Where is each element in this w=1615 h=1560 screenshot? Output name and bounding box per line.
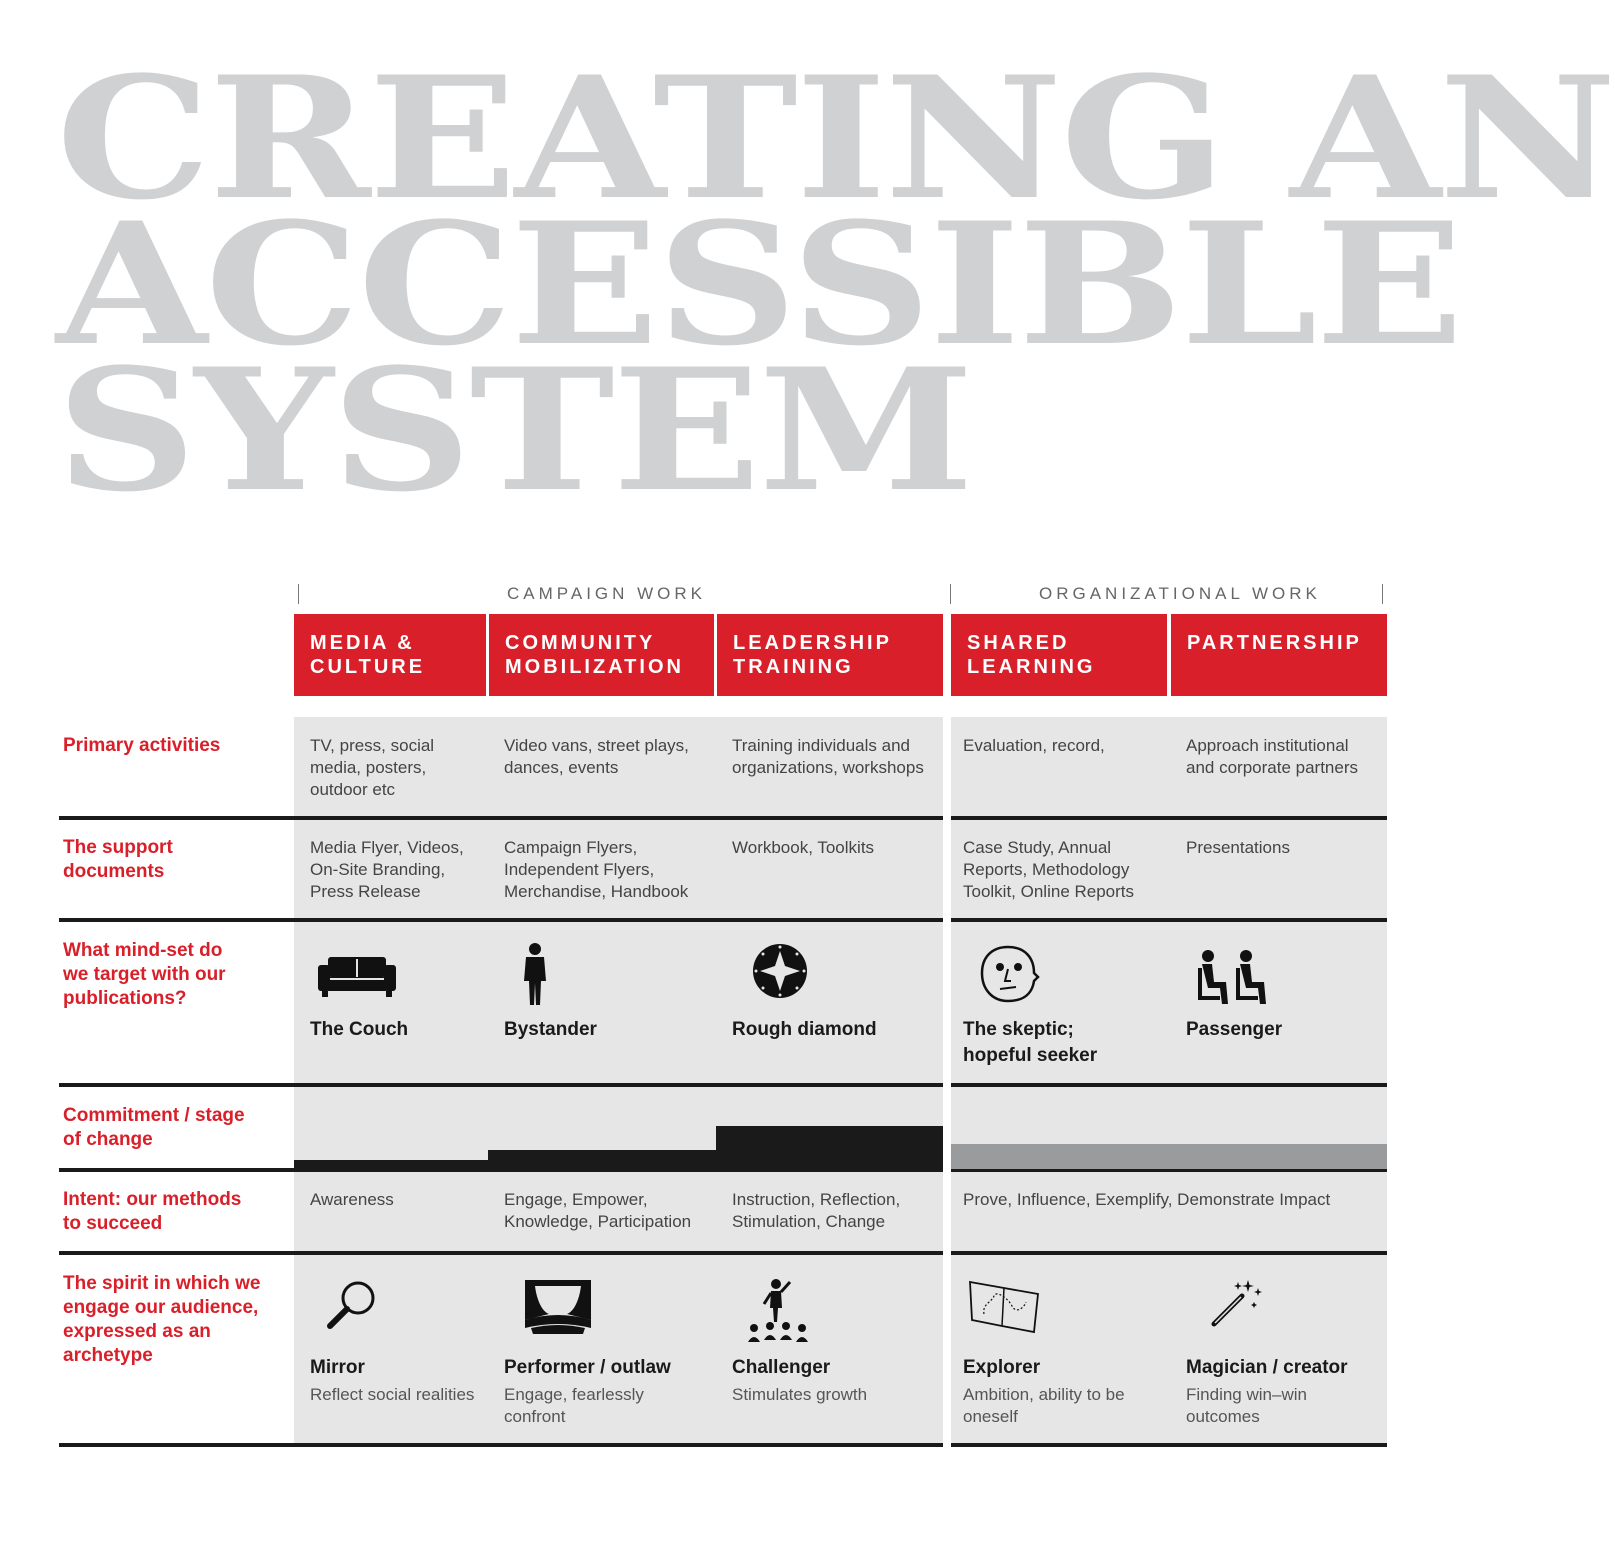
row-label-line: publications? bbox=[63, 988, 187, 1009]
row-label-mindset bbox=[63, 939, 288, 1011]
cell-line: organizations, workshops bbox=[732, 758, 924, 777]
cell-line: Merchandise, Handbook bbox=[504, 882, 689, 901]
mindset-name-passenger: Passenger bbox=[1186, 1019, 1283, 1040]
cell-line: Knowledge, Participation bbox=[504, 1212, 692, 1231]
mindset-name-skeptic bbox=[963, 1017, 1097, 1069]
spirit-desc-line: confront bbox=[504, 1407, 566, 1426]
group-tick bbox=[1382, 584, 1383, 604]
commitment-bar-community bbox=[488, 1150, 716, 1170]
column-header-partnership bbox=[1171, 614, 1387, 696]
skeptic-face-icon bbox=[978, 943, 1040, 1005]
row-divider bbox=[951, 1083, 1387, 1087]
commitment-bar-leadership bbox=[716, 1126, 943, 1170]
column-header-line: LEARNING bbox=[967, 656, 1096, 678]
column-header-leadership-training bbox=[717, 614, 943, 696]
spirit-desc-line: Reflect social realities bbox=[310, 1385, 475, 1404]
mindset-name-bystander: Bystander bbox=[504, 1019, 597, 1040]
mindset-name-line: hopeful seeker bbox=[963, 1045, 1098, 1066]
commitment-bar-media bbox=[294, 1160, 488, 1170]
primary-cell-shared bbox=[963, 735, 1105, 757]
group-tick bbox=[298, 584, 299, 604]
support-cell-leadership bbox=[732, 837, 874, 859]
row-divider bbox=[951, 816, 1387, 820]
mindset-name-couch: The Couch bbox=[310, 1019, 409, 1040]
cell-line: On-Site Branding, bbox=[310, 860, 446, 879]
row-label-line: The support bbox=[63, 837, 173, 858]
group-label-organizational: ORGANIZATIONAL WORK bbox=[1039, 584, 1321, 603]
cell-line: outdoor etc bbox=[310, 780, 396, 799]
cell-line: Training individuals and bbox=[732, 736, 910, 755]
title-line-1: CREATING AN bbox=[56, 39, 1615, 237]
cell-line: Instruction, Reflection, bbox=[732, 1190, 901, 1209]
map-icon bbox=[968, 1278, 1040, 1334]
rough-diamond-icon bbox=[752, 943, 808, 999]
row-label-support-documents bbox=[63, 836, 288, 884]
row-label-line: engage our audience, bbox=[63, 1297, 259, 1318]
cell-line: Engage, Empower, bbox=[504, 1190, 648, 1209]
commitment-bar-partnership bbox=[1169, 1144, 1387, 1169]
row-label-line: of change bbox=[63, 1129, 153, 1150]
commitment-bar-shared bbox=[951, 1144, 1169, 1169]
support-cell-shared bbox=[963, 837, 1134, 903]
row-divider bbox=[59, 1251, 943, 1255]
spirit-desc-performer bbox=[504, 1384, 644, 1428]
cell-line: Presentations bbox=[1186, 838, 1290, 857]
spirit-desc-line: Stimulates growth bbox=[732, 1385, 868, 1404]
spirit-name-mirror: Mirror bbox=[310, 1357, 365, 1378]
cell-line: Awareness bbox=[310, 1190, 394, 1209]
row-label-line: archetype bbox=[63, 1345, 153, 1366]
couch-icon bbox=[318, 955, 396, 999]
row-label-spirit bbox=[63, 1272, 288, 1368]
primary-cell-partnership bbox=[1186, 735, 1358, 779]
intent-cell-media bbox=[310, 1189, 394, 1211]
cell-line: Evaluation, record, bbox=[963, 736, 1105, 755]
row-label-commitment bbox=[63, 1104, 288, 1152]
primary-cell-community bbox=[504, 735, 689, 779]
mindset-name-rough-diamond: Rough diamond bbox=[732, 1019, 877, 1040]
column-header-community-mobilization bbox=[489, 614, 714, 696]
column-header-line: COMMUNITY bbox=[505, 632, 656, 654]
column-header-line: LEADERSHIP bbox=[733, 632, 892, 654]
intent-cell-leadership bbox=[732, 1189, 900, 1233]
speaker-audience-icon bbox=[746, 1276, 810, 1342]
spirit-desc-line: oneself bbox=[963, 1407, 1018, 1426]
cell-line: Press Release bbox=[310, 882, 421, 901]
row-divider bbox=[59, 918, 943, 922]
cell-line: Workbook, Toolkits bbox=[732, 838, 875, 857]
cell-line: Independent Flyers, bbox=[504, 860, 655, 879]
row-label-line: expressed as an bbox=[63, 1321, 211, 1342]
column-header-line: MEDIA & bbox=[310, 632, 415, 654]
magic-wand-icon bbox=[1208, 1276, 1266, 1330]
spirit-name-magician: Magician / creator bbox=[1186, 1357, 1348, 1378]
cell-line: Campaign Flyers, bbox=[504, 838, 638, 857]
magnifier-icon bbox=[324, 1280, 378, 1332]
support-cell-media bbox=[310, 837, 464, 903]
stage-icon bbox=[525, 1280, 591, 1334]
group-label-campaign: CAMPAIGN WORK bbox=[507, 584, 707, 603]
primary-cell-leadership bbox=[732, 735, 924, 779]
row-label-line: The spirit in which we bbox=[63, 1273, 261, 1294]
column-header-line: CULTURE bbox=[310, 656, 426, 678]
row-divider bbox=[59, 1083, 943, 1087]
column-header-line: SHARED bbox=[967, 632, 1070, 654]
spirit-name-explorer: Explorer bbox=[963, 1357, 1041, 1378]
row-label-line: What mind-set do bbox=[63, 940, 223, 961]
spirit-desc-mirror bbox=[310, 1384, 474, 1406]
title-line-2: ACCESSIBLE bbox=[56, 185, 1462, 383]
title-line-3: SYSTEM bbox=[56, 331, 972, 529]
cell-line: media, posters, bbox=[310, 758, 427, 777]
row-label-line: Intent: our methods bbox=[63, 1189, 242, 1210]
row-label-primary-activities: Primary activities bbox=[63, 735, 221, 756]
organizational-body-bg bbox=[951, 717, 1387, 1445]
cell-line: Approach institutional bbox=[1186, 736, 1349, 755]
row-divider bbox=[951, 918, 1387, 922]
row-label-intent bbox=[63, 1188, 288, 1236]
spirit-name-challenger: Challenger bbox=[732, 1357, 831, 1378]
row-label-line: Commitment / stage bbox=[63, 1105, 245, 1126]
row-divider bbox=[951, 1443, 1387, 1447]
row-divider bbox=[59, 1443, 943, 1447]
support-cell-partnership bbox=[1186, 837, 1290, 859]
cell-line: Media Flyer, Videos, bbox=[310, 838, 464, 857]
cell-line: Stimulation, Change bbox=[732, 1212, 886, 1231]
row-label-line: documents bbox=[63, 861, 165, 882]
column-header-line: PARTNERSHIP bbox=[1187, 632, 1362, 654]
row-divider bbox=[951, 1251, 1387, 1255]
row-divider bbox=[59, 816, 943, 820]
campaign-body-bg bbox=[294, 717, 943, 1445]
spirit-desc-line: Finding win–win bbox=[1186, 1385, 1307, 1404]
column-header-shared-learning bbox=[951, 614, 1167, 696]
bystander-icon bbox=[520, 943, 550, 1007]
spirit-desc-magician bbox=[1186, 1384, 1307, 1428]
passenger-icon bbox=[1198, 950, 1272, 1008]
spirit-desc-line: outcomes bbox=[1186, 1407, 1260, 1426]
spirit-name-performer: Performer / outlaw bbox=[504, 1357, 671, 1378]
support-cell-community bbox=[504, 837, 688, 903]
column-header-line: MOBILIZATION bbox=[505, 656, 684, 678]
cell-line: Reports, Methodology bbox=[963, 860, 1130, 879]
spirit-desc-explorer bbox=[963, 1384, 1125, 1428]
spirit-desc-line: Engage, fearlessly bbox=[504, 1385, 644, 1404]
mindset-name-line: The skeptic; bbox=[963, 1019, 1074, 1040]
column-header-media-culture bbox=[294, 614, 486, 696]
intent-cell-community bbox=[504, 1189, 691, 1233]
primary-cell-media bbox=[310, 735, 434, 801]
row-label-line: to succeed bbox=[63, 1213, 163, 1234]
cell-line: Video vans, street plays, bbox=[504, 736, 689, 755]
intent-cell-organizational bbox=[963, 1189, 1330, 1211]
cell-line: dances, events bbox=[504, 758, 619, 777]
column-header-line: TRAINING bbox=[733, 656, 854, 678]
cell-line: Prove, Influence, Exemplify, Demonstrate Impact bbox=[963, 1190, 1331, 1209]
row-label-line: we target with our bbox=[63, 964, 226, 985]
group-tick bbox=[950, 584, 951, 604]
cell-line: and corporate partners bbox=[1186, 758, 1358, 777]
spirit-desc-line: Ambition, ability to be bbox=[963, 1385, 1125, 1404]
cell-line: Toolkit, Online Reports bbox=[963, 882, 1135, 901]
spirit-desc-challenger bbox=[732, 1384, 867, 1406]
cell-line: Case Study, Annual bbox=[963, 838, 1112, 857]
cell-line: TV, press, social bbox=[310, 736, 435, 755]
